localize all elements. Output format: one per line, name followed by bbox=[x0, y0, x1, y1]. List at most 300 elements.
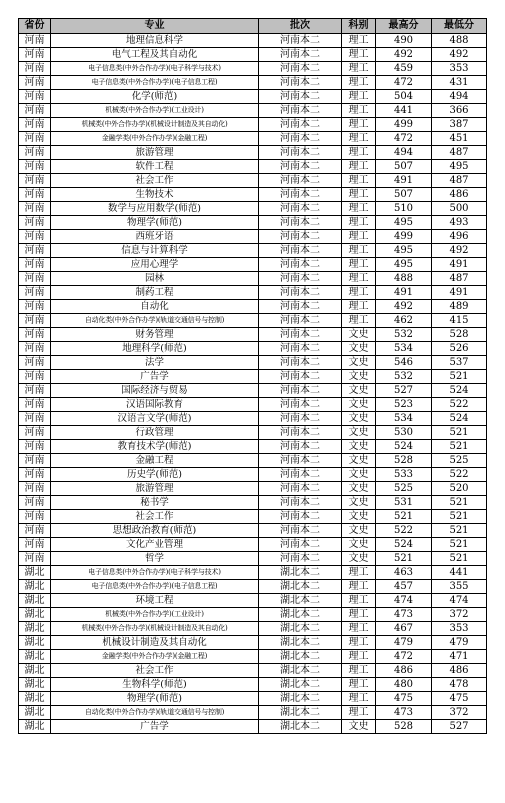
cell-province: 河南 bbox=[19, 160, 51, 174]
cell-major: 应用心理学 bbox=[51, 258, 259, 272]
cell-category: 理工 bbox=[342, 188, 376, 202]
cell-major: 财务管理 bbox=[51, 328, 259, 342]
cell-min-score: 521 bbox=[432, 524, 487, 538]
cell-category: 理工 bbox=[342, 132, 376, 146]
cell-batch: 湖北本二 bbox=[259, 594, 342, 608]
table-row bbox=[19, 412, 487, 426]
cell-max-score: 521 bbox=[376, 510, 432, 524]
cell-province: 河南 bbox=[19, 118, 51, 132]
cell-category: 文史 bbox=[342, 496, 376, 510]
cell-max-score: 475 bbox=[376, 692, 432, 706]
header-major: 专业 bbox=[51, 19, 259, 34]
cell-major: 广告学 bbox=[51, 720, 259, 734]
cell-max-score: 491 bbox=[376, 174, 432, 188]
cell-province: 河南 bbox=[19, 314, 51, 328]
cell-min-score: 521 bbox=[432, 370, 487, 384]
cell-batch: 河南本二 bbox=[259, 468, 342, 482]
cell-min-score: 479 bbox=[432, 636, 487, 650]
cell-batch: 河南本二 bbox=[259, 398, 342, 412]
cell-min-score: 500 bbox=[432, 202, 487, 216]
cell-province: 河南 bbox=[19, 454, 51, 468]
cell-max-score: 546 bbox=[376, 356, 432, 370]
cell-min-score: 522 bbox=[432, 398, 487, 412]
cell-category: 文史 bbox=[342, 370, 376, 384]
cell-category: 文史 bbox=[342, 524, 376, 538]
cell-min-score: 494 bbox=[432, 90, 487, 104]
cell-major: 金融工程 bbox=[51, 454, 259, 468]
cell-batch: 河南本二 bbox=[259, 328, 342, 342]
cell-major: 汉语言文学(师范) bbox=[51, 412, 259, 426]
cell-category: 理工 bbox=[342, 692, 376, 706]
cell-max-score: 524 bbox=[376, 440, 432, 454]
cell-max-score: 492 bbox=[376, 300, 432, 314]
table-row bbox=[19, 314, 487, 328]
cell-max-score: 491 bbox=[376, 286, 432, 300]
cell-major: 物理学(师范) bbox=[51, 216, 259, 230]
cell-batch: 河南本二 bbox=[259, 174, 342, 188]
cell-province: 河南 bbox=[19, 90, 51, 104]
cell-major: 思想政治教育(师范) bbox=[51, 524, 259, 538]
cell-batch: 河南本二 bbox=[259, 146, 342, 160]
cell-category: 理工 bbox=[342, 300, 376, 314]
cell-province: 河南 bbox=[19, 426, 51, 440]
table-row bbox=[19, 244, 487, 258]
cell-batch: 河南本二 bbox=[259, 286, 342, 300]
cell-major: 西班牙语 bbox=[51, 230, 259, 244]
cell-category: 理工 bbox=[342, 636, 376, 650]
cell-min-score: 488 bbox=[432, 34, 487, 48]
cell-max-score: 490 bbox=[376, 34, 432, 48]
cell-province: 河南 bbox=[19, 34, 51, 48]
cell-province: 湖北 bbox=[19, 692, 51, 706]
cell-min-score: 528 bbox=[432, 328, 487, 342]
cell-max-score: 527 bbox=[376, 384, 432, 398]
cell-min-score: 521 bbox=[432, 440, 487, 454]
cell-batch: 河南本二 bbox=[259, 272, 342, 286]
cell-major: 软件工程 bbox=[51, 160, 259, 174]
cell-batch: 湖北本二 bbox=[259, 678, 342, 692]
cell-batch: 河南本二 bbox=[259, 188, 342, 202]
cell-category: 文史 bbox=[342, 398, 376, 412]
cell-max-score: 523 bbox=[376, 398, 432, 412]
cell-province: 湖北 bbox=[19, 720, 51, 734]
cell-major: 教育技术学(师范) bbox=[51, 440, 259, 454]
cell-batch: 河南本二 bbox=[259, 104, 342, 118]
cell-min-score: 372 bbox=[432, 706, 487, 720]
cell-batch: 湖北本二 bbox=[259, 608, 342, 622]
table-row bbox=[19, 356, 487, 370]
table-body bbox=[19, 34, 487, 734]
cell-category: 理工 bbox=[342, 202, 376, 216]
table-row bbox=[19, 160, 487, 174]
table-row bbox=[19, 370, 487, 384]
cell-province: 河南 bbox=[19, 76, 51, 90]
cell-category: 理工 bbox=[342, 580, 376, 594]
cell-min-score: 415 bbox=[432, 314, 487, 328]
cell-batch: 河南本二 bbox=[259, 412, 342, 426]
cell-min-score: 478 bbox=[432, 678, 487, 692]
cell-province: 河南 bbox=[19, 468, 51, 482]
cell-category: 文史 bbox=[342, 510, 376, 524]
table-row bbox=[19, 202, 487, 216]
cell-max-score: 495 bbox=[376, 216, 432, 230]
cell-batch: 湖北本二 bbox=[259, 692, 342, 706]
cell-province: 河南 bbox=[19, 258, 51, 272]
cell-min-score: 353 bbox=[432, 622, 487, 636]
table-row bbox=[19, 342, 487, 356]
cell-batch: 河南本二 bbox=[259, 454, 342, 468]
cell-batch: 湖北本二 bbox=[259, 566, 342, 580]
cell-min-score: 441 bbox=[432, 566, 487, 580]
cell-province: 湖北 bbox=[19, 706, 51, 720]
cell-major: 金融学类(中外合作办学)(金融工程) bbox=[51, 132, 259, 146]
cell-batch: 河南本二 bbox=[259, 90, 342, 104]
cell-province: 河南 bbox=[19, 244, 51, 258]
cell-province: 河南 bbox=[19, 524, 51, 538]
cell-major: 文化产业管理 bbox=[51, 538, 259, 552]
cell-batch: 河南本二 bbox=[259, 384, 342, 398]
cell-province: 河南 bbox=[19, 216, 51, 230]
table-row bbox=[19, 482, 487, 496]
cell-category: 理工 bbox=[342, 160, 376, 174]
table-row bbox=[19, 440, 487, 454]
table-header-row bbox=[19, 19, 487, 34]
cell-major: 电子信息类(中外合作办学)(电子科学与技术) bbox=[51, 62, 259, 76]
cell-max-score: 473 bbox=[376, 706, 432, 720]
cell-max-score: 462 bbox=[376, 314, 432, 328]
cell-max-score: 499 bbox=[376, 230, 432, 244]
cell-province: 河南 bbox=[19, 342, 51, 356]
header-province: 省份 bbox=[19, 19, 51, 34]
cell-max-score: 507 bbox=[376, 188, 432, 202]
cell-province: 湖北 bbox=[19, 664, 51, 678]
cell-max-score: 494 bbox=[376, 146, 432, 160]
admission-score-table bbox=[18, 18, 487, 734]
cell-major: 物理学(师范) bbox=[51, 692, 259, 706]
cell-max-score: 504 bbox=[376, 90, 432, 104]
cell-major: 环境工程 bbox=[51, 594, 259, 608]
cell-max-score: 474 bbox=[376, 594, 432, 608]
table-row bbox=[19, 664, 487, 678]
cell-province: 湖北 bbox=[19, 622, 51, 636]
cell-max-score: 534 bbox=[376, 342, 432, 356]
table-row bbox=[19, 650, 487, 664]
cell-category: 理工 bbox=[342, 230, 376, 244]
cell-min-score: 521 bbox=[432, 496, 487, 510]
cell-category: 理工 bbox=[342, 664, 376, 678]
cell-province: 河南 bbox=[19, 440, 51, 454]
cell-category: 文史 bbox=[342, 720, 376, 734]
cell-min-score: 486 bbox=[432, 188, 487, 202]
table-row bbox=[19, 454, 487, 468]
cell-batch: 河南本二 bbox=[259, 538, 342, 552]
table-row bbox=[19, 608, 487, 622]
cell-major: 地理科学(师范) bbox=[51, 342, 259, 356]
cell-category: 理工 bbox=[342, 146, 376, 160]
cell-max-score: 479 bbox=[376, 636, 432, 650]
table-row bbox=[19, 566, 487, 580]
cell-major: 社会工作 bbox=[51, 664, 259, 678]
cell-province: 湖北 bbox=[19, 608, 51, 622]
cell-min-score: 372 bbox=[432, 608, 487, 622]
cell-major: 社会工作 bbox=[51, 510, 259, 524]
score-sheet bbox=[18, 18, 486, 734]
cell-category: 理工 bbox=[342, 286, 376, 300]
cell-major: 社会工作 bbox=[51, 174, 259, 188]
cell-major: 电气工程及其自动化 bbox=[51, 48, 259, 62]
cell-category: 理工 bbox=[342, 174, 376, 188]
cell-category: 理工 bbox=[342, 216, 376, 230]
cell-batch: 河南本二 bbox=[259, 482, 342, 496]
cell-batch: 河南本二 bbox=[259, 426, 342, 440]
table-row bbox=[19, 286, 487, 300]
cell-max-score: 441 bbox=[376, 104, 432, 118]
cell-province: 河南 bbox=[19, 300, 51, 314]
cell-batch: 河南本二 bbox=[259, 202, 342, 216]
table-row bbox=[19, 132, 487, 146]
cell-major: 机械类(中外合作办学)(工业设计) bbox=[51, 608, 259, 622]
table-row bbox=[19, 468, 487, 482]
cell-batch: 河南本二 bbox=[259, 34, 342, 48]
table-row bbox=[19, 230, 487, 244]
header-max-score: 最高分 bbox=[376, 19, 432, 34]
cell-province: 湖北 bbox=[19, 594, 51, 608]
cell-province: 河南 bbox=[19, 272, 51, 286]
cell-major: 制药工程 bbox=[51, 286, 259, 300]
cell-province: 河南 bbox=[19, 48, 51, 62]
cell-category: 文史 bbox=[342, 454, 376, 468]
cell-category: 文史 bbox=[342, 342, 376, 356]
cell-min-score: 486 bbox=[432, 664, 487, 678]
cell-category: 理工 bbox=[342, 48, 376, 62]
cell-major: 电子信息类(中外合作办学)(电子信息工程) bbox=[51, 76, 259, 90]
table-row bbox=[19, 300, 487, 314]
table-row bbox=[19, 174, 487, 188]
cell-province: 河南 bbox=[19, 482, 51, 496]
table-row bbox=[19, 216, 487, 230]
cell-min-score: 537 bbox=[432, 356, 487, 370]
cell-batch: 河南本二 bbox=[259, 552, 342, 566]
cell-category: 理工 bbox=[342, 706, 376, 720]
cell-min-score: 522 bbox=[432, 468, 487, 482]
cell-province: 河南 bbox=[19, 188, 51, 202]
cell-batch: 河南本二 bbox=[259, 370, 342, 384]
cell-max-score: 473 bbox=[376, 608, 432, 622]
cell-min-score: 524 bbox=[432, 384, 487, 398]
cell-batch: 湖北本二 bbox=[259, 622, 342, 636]
cell-max-score: 528 bbox=[376, 454, 432, 468]
cell-major: 自动化类(中外合作办学)(轨道交通信号与控制) bbox=[51, 314, 259, 328]
table-row bbox=[19, 552, 487, 566]
table-row bbox=[19, 510, 487, 524]
cell-major: 机械类(中外合作办学)(机械设计制造及其自动化) bbox=[51, 118, 259, 132]
cell-province: 河南 bbox=[19, 104, 51, 118]
cell-province: 湖北 bbox=[19, 650, 51, 664]
cell-min-score: 471 bbox=[432, 650, 487, 664]
cell-major: 生物科学(师范) bbox=[51, 678, 259, 692]
cell-major: 国际经济与贸易 bbox=[51, 384, 259, 398]
cell-category: 文史 bbox=[342, 538, 376, 552]
cell-batch: 河南本二 bbox=[259, 118, 342, 132]
table-row bbox=[19, 678, 487, 692]
cell-batch: 河南本二 bbox=[259, 244, 342, 258]
cell-max-score: 499 bbox=[376, 118, 432, 132]
cell-max-score: 472 bbox=[376, 650, 432, 664]
cell-batch: 湖北本二 bbox=[259, 720, 342, 734]
cell-major: 机械类(中外合作办学)(工业设计) bbox=[51, 104, 259, 118]
table-row bbox=[19, 62, 487, 76]
cell-province: 河南 bbox=[19, 384, 51, 398]
cell-major: 地理信息科学 bbox=[51, 34, 259, 48]
cell-max-score: 472 bbox=[376, 76, 432, 90]
cell-max-score: 492 bbox=[376, 48, 432, 62]
cell-batch: 河南本二 bbox=[259, 300, 342, 314]
cell-major: 秘书学 bbox=[51, 496, 259, 510]
cell-major: 广告学 bbox=[51, 370, 259, 384]
cell-category: 理工 bbox=[342, 76, 376, 90]
cell-category: 理工 bbox=[342, 566, 376, 580]
cell-category: 文史 bbox=[342, 426, 376, 440]
cell-province: 湖北 bbox=[19, 566, 51, 580]
cell-max-score: 530 bbox=[376, 426, 432, 440]
cell-major: 数学与应用数学(师范) bbox=[51, 202, 259, 216]
cell-category: 理工 bbox=[342, 90, 376, 104]
cell-category: 文史 bbox=[342, 440, 376, 454]
cell-batch: 湖北本二 bbox=[259, 636, 342, 650]
cell-batch: 河南本二 bbox=[259, 230, 342, 244]
cell-category: 文史 bbox=[342, 482, 376, 496]
table-row bbox=[19, 594, 487, 608]
cell-min-score: 366 bbox=[432, 104, 487, 118]
cell-batch: 河南本二 bbox=[259, 356, 342, 370]
cell-min-score: 525 bbox=[432, 454, 487, 468]
cell-major: 电子信息类(中外合作办学)(电子科学与技术) bbox=[51, 566, 259, 580]
cell-min-score: 521 bbox=[432, 552, 487, 566]
cell-min-score: 524 bbox=[432, 412, 487, 426]
cell-max-score: 521 bbox=[376, 552, 432, 566]
cell-major: 历史学(师范) bbox=[51, 468, 259, 482]
cell-max-score: 533 bbox=[376, 468, 432, 482]
cell-category: 文史 bbox=[342, 468, 376, 482]
cell-min-score: 495 bbox=[432, 160, 487, 174]
table-row bbox=[19, 524, 487, 538]
cell-major: 化学(师范) bbox=[51, 90, 259, 104]
table-row bbox=[19, 538, 487, 552]
cell-min-score: 353 bbox=[432, 62, 487, 76]
cell-batch: 河南本二 bbox=[259, 440, 342, 454]
cell-max-score: 488 bbox=[376, 272, 432, 286]
cell-province: 河南 bbox=[19, 552, 51, 566]
cell-min-score: 526 bbox=[432, 342, 487, 356]
cell-major: 法学 bbox=[51, 356, 259, 370]
cell-batch: 河南本二 bbox=[259, 48, 342, 62]
table-row bbox=[19, 104, 487, 118]
cell-province: 河南 bbox=[19, 370, 51, 384]
cell-category: 理工 bbox=[342, 608, 376, 622]
cell-max-score: 463 bbox=[376, 566, 432, 580]
cell-category: 文史 bbox=[342, 328, 376, 342]
cell-min-score: 491 bbox=[432, 286, 487, 300]
cell-min-score: 521 bbox=[432, 538, 487, 552]
cell-batch: 河南本二 bbox=[259, 76, 342, 90]
table-row bbox=[19, 48, 487, 62]
cell-batch: 河南本二 bbox=[259, 258, 342, 272]
cell-province: 河南 bbox=[19, 146, 51, 160]
cell-major: 信息与计算科学 bbox=[51, 244, 259, 258]
cell-min-score: 489 bbox=[432, 300, 487, 314]
cell-batch: 河南本二 bbox=[259, 132, 342, 146]
table-row bbox=[19, 580, 487, 594]
cell-category: 理工 bbox=[342, 118, 376, 132]
cell-max-score: 534 bbox=[376, 412, 432, 426]
table-row bbox=[19, 188, 487, 202]
cell-batch: 湖北本二 bbox=[259, 650, 342, 664]
cell-category: 理工 bbox=[342, 314, 376, 328]
cell-category: 理工 bbox=[342, 272, 376, 286]
cell-category: 理工 bbox=[342, 34, 376, 48]
cell-min-score: 491 bbox=[432, 258, 487, 272]
cell-category: 理工 bbox=[342, 62, 376, 76]
cell-min-score: 492 bbox=[432, 48, 487, 62]
cell-province: 河南 bbox=[19, 328, 51, 342]
cell-min-score: 493 bbox=[432, 216, 487, 230]
cell-max-score: 531 bbox=[376, 496, 432, 510]
cell-province: 河南 bbox=[19, 230, 51, 244]
cell-max-score: 459 bbox=[376, 62, 432, 76]
cell-max-score: 528 bbox=[376, 720, 432, 734]
cell-province: 河南 bbox=[19, 356, 51, 370]
cell-province: 河南 bbox=[19, 510, 51, 524]
cell-category: 理工 bbox=[342, 244, 376, 258]
cell-category: 理工 bbox=[342, 594, 376, 608]
cell-max-score: 495 bbox=[376, 244, 432, 258]
cell-max-score: 510 bbox=[376, 202, 432, 216]
cell-min-score: 474 bbox=[432, 594, 487, 608]
table-row bbox=[19, 720, 487, 734]
cell-province: 河南 bbox=[19, 62, 51, 76]
cell-max-score: 525 bbox=[376, 482, 432, 496]
table-row bbox=[19, 398, 487, 412]
cell-province: 河南 bbox=[19, 496, 51, 510]
cell-max-score: 532 bbox=[376, 328, 432, 342]
cell-batch: 河南本二 bbox=[259, 314, 342, 328]
cell-max-score: 467 bbox=[376, 622, 432, 636]
cell-major: 自动化 bbox=[51, 300, 259, 314]
cell-max-score: 532 bbox=[376, 370, 432, 384]
cell-province: 河南 bbox=[19, 412, 51, 426]
table-row bbox=[19, 76, 487, 90]
cell-province: 河南 bbox=[19, 174, 51, 188]
cell-category: 理工 bbox=[342, 650, 376, 664]
cell-batch: 河南本二 bbox=[259, 62, 342, 76]
cell-min-score: 451 bbox=[432, 132, 487, 146]
cell-min-score: 431 bbox=[432, 76, 487, 90]
cell-max-score: 507 bbox=[376, 160, 432, 174]
header-min-score: 最低分 bbox=[432, 19, 487, 34]
cell-province: 河南 bbox=[19, 286, 51, 300]
table-row bbox=[19, 706, 487, 720]
cell-batch: 河南本二 bbox=[259, 496, 342, 510]
cell-min-score: 520 bbox=[432, 482, 487, 496]
cell-max-score: 480 bbox=[376, 678, 432, 692]
cell-min-score: 487 bbox=[432, 146, 487, 160]
header-category: 科别 bbox=[342, 19, 376, 34]
cell-max-score: 472 bbox=[376, 132, 432, 146]
table-row bbox=[19, 272, 487, 286]
cell-min-score: 355 bbox=[432, 580, 487, 594]
cell-major: 机械设计制造及其自动化 bbox=[51, 636, 259, 650]
cell-min-score: 496 bbox=[432, 230, 487, 244]
